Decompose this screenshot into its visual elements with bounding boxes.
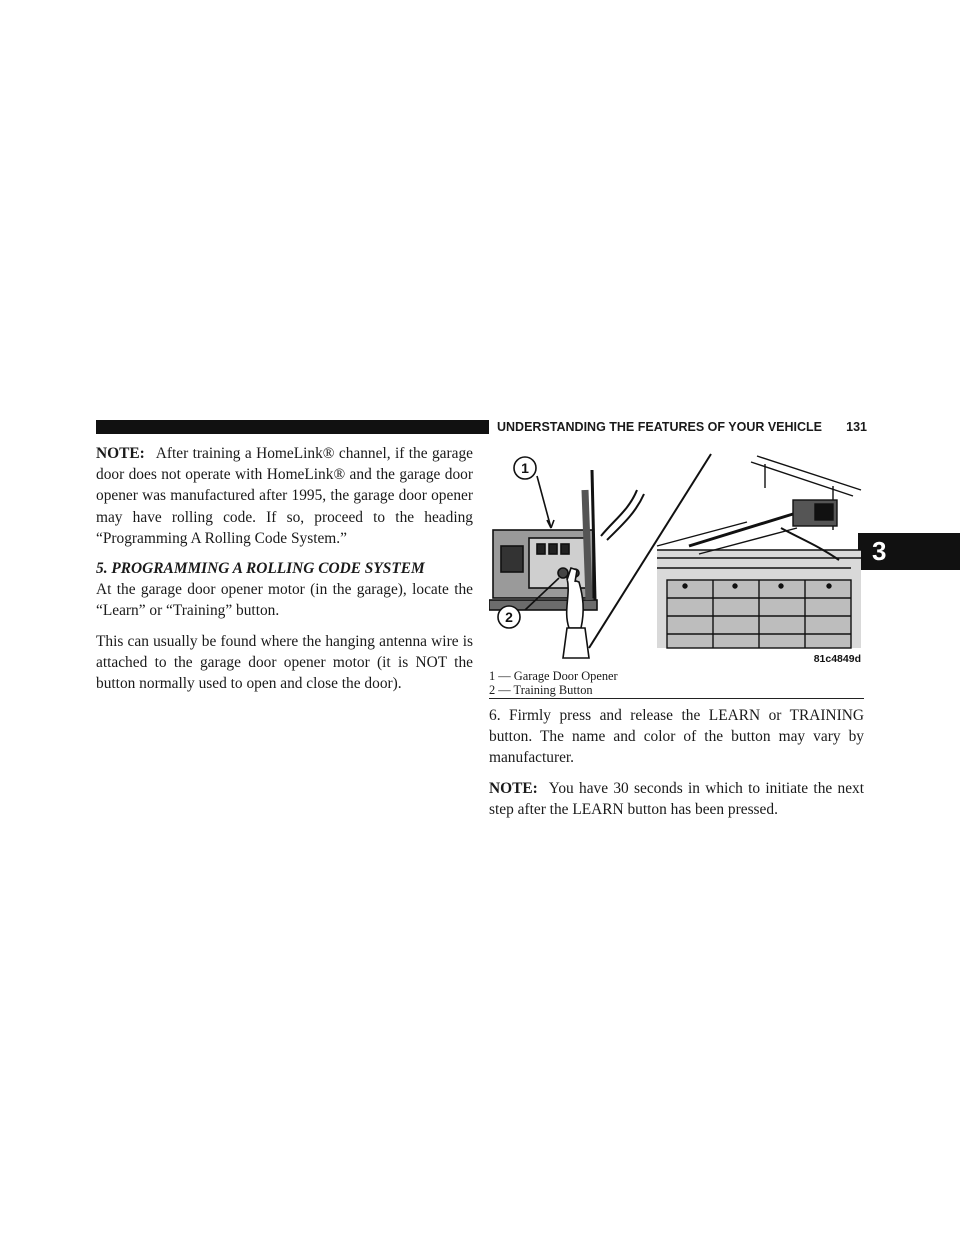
body-paragraph-1: At the garage door opener motor (in the garage), locate the “Learn” or “Training” button. [96,581,473,620]
note-label: NOTE: [96,445,145,462]
garage-opener-illustration [489,450,864,668]
opener-closeup [489,470,644,658]
note-label-2: NOTE: [489,779,538,797]
step-6-paragraph: 6. Firmly press and release the LEARN or TRAINING button. The name and color of the button may vary by manufacturer. [489,707,864,767]
header-title: UNDERSTANDING THE FEATURES OF YOUR VEHICLE [497,420,823,434]
left-column [96,443,473,694]
right-column [489,705,864,820]
running-header [497,420,867,434]
caption-2: 2 — Training Button [489,682,593,697]
note-text-2: You have 30 seconds in which to initiate the next step after the LEARN button has been pressed. [489,779,864,818]
callout-2: 2 [505,609,513,625]
callout-1: 1 [521,460,529,476]
note-paragraph-2 [489,778,864,820]
header-rule-bar [96,420,489,434]
note-text: After training a HomeLink® channel, if the garage door does not operate with HomeLink® and the garage door opener was manufactured after 1995, the garage door opener may have rolling code. If so, proceed to the heading “Programming A Rolling Code System.” [96,445,473,547]
note-paragraph [96,443,473,549]
garage-overview [657,456,861,648]
figure-captions [489,670,864,699]
figure-code: 81c4849d [813,653,861,665]
page-number: 131 [846,420,867,434]
section-tab: 3 [858,533,960,570]
section-heading: 5. PROGRAMMING A ROLLING CODE SYSTEM [96,560,425,578]
body-paragraph-2: This can usually be found where the hanging antenna wire is attached to the garage door opener motor (it is NOT the button normally used to open and close the door). [96,632,473,693]
caption-1: 1 — Garage Door Opener [489,669,618,683]
